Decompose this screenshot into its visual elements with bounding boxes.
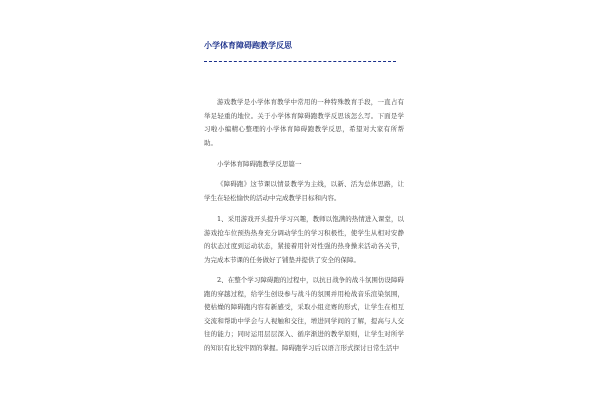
section-heading: 小学体育障碍跑教学反思篇一	[217, 160, 302, 168]
intro-paragraph: 游戏教学是小学体育教学中常用的一种特殊教育手段，一直占有举足轻重的地位。关于小学体育障碍跑教学反思该怎么写。下面是学习啦小编精心整理的小学体育障碍跑教学反思，希望对大家有所帮助。	[204, 98, 404, 147]
body-paragraph: 《障碍跑》这节课以情景教学为主线，以新、活为总体思路，让学生在轻松愉快的活动中完成教学目标和内容。	[204, 180, 404, 202]
document-title: 小学体育障碍跑教学反思	[204, 40, 292, 50]
body-paragraph-point-1: 1、采用游戏开头提升学习兴趣，教师以饱满的热情进入课堂，以游戏抢车位预热热身充分调动学生的学习积极性，使学生从相对安静的状态过度到运动状态，紧接着用针对性强的热身操来活动各关节，为完成本节课的任务做好了铺垫并提供了安全的保障。	[204, 215, 404, 264]
body-paragraph-point-2: 2、在整个学习障碍跑的过程中，以抗日战争的战斗氛围仿设障碍跑的穿越过程，给学生创设参与战斗的氛围并用枪战音乐渲染氛围，使枯燥的障碍跑内容有新感受，采取小组竞赛的形式，让学生在相互交流和帮助中学会与人视触和交往，增进同学间的了解，提高与人交往的能力；同时运用层层深入、循序渐进的教学原则，让学生对所学的知识有比较牢固的掌握。障碍跑学习后以语言形式探讨日常生活中	[204, 276, 404, 352]
title-divider	[204, 61, 396, 62]
